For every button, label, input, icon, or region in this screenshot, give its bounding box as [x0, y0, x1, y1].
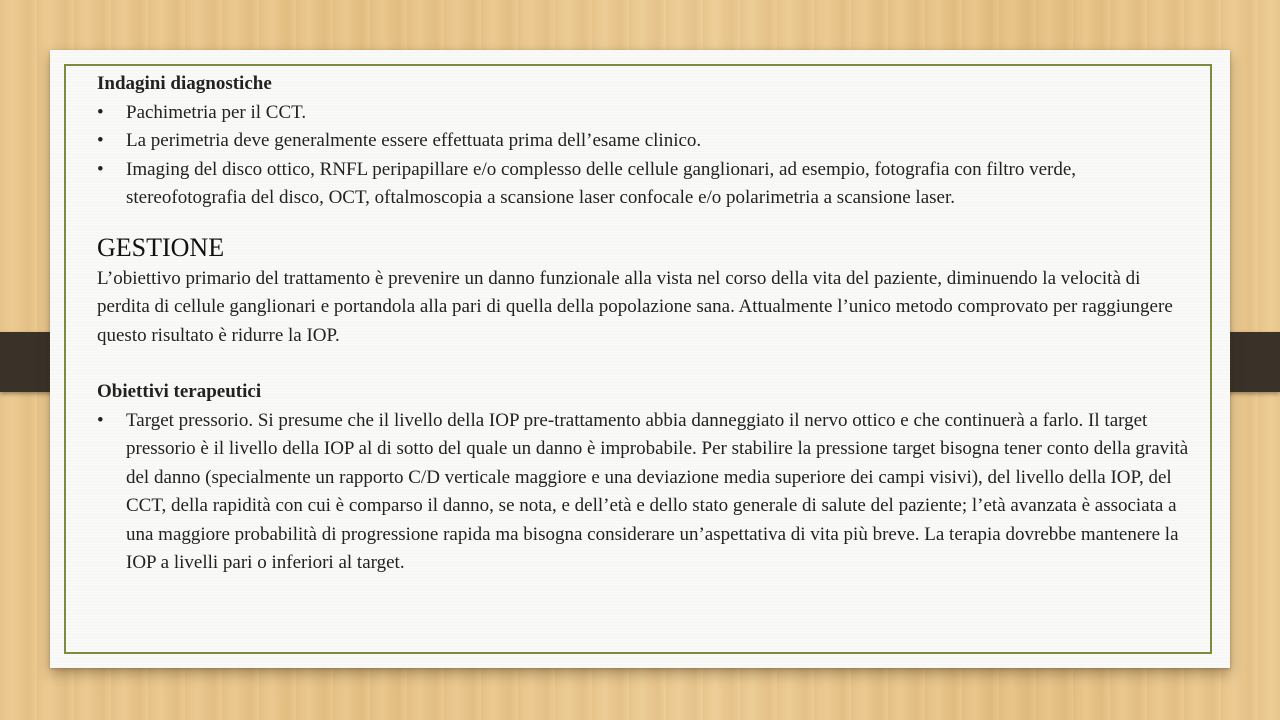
list-item [97, 156, 1197, 213]
section-title-indagini: Indagini diagnostiche [97, 73, 272, 94]
list-item [97, 99, 1197, 128]
list-item-text: Pachimetria per il CCT. [126, 101, 307, 123]
list-item-text: Target pressorio. Si presume che il livello della IOP pre-trattamento abbia danneggiato il nervo ottico e che continuerà a farlo. Il target pressorio è il livello della IOP al di sotto del quale un danno è improbabile. Per stabilire la pressione target bisogna tener conto della gravità del danno (specialmente un rapporto C/D verticale maggiore e una deviazione media superiore dei campi visivi), del livello della IOP, del CCT, della rapidità con cui è comparso il danno, se nota, e dell’età e dello stato generale di salute del paziente; l’età avanzata è associata a una maggiore probabilità di progressione rapida ma bisogna considerare un’aspettativa di vita più breve. La terapia dovrebbe mantenere la IOP a livelli pari o inferiori al target. [126, 409, 1189, 573]
section-title-gestione: GESTIONE [97, 232, 225, 262]
bullet-icon: • [97, 158, 104, 180]
bullet-icon: • [97, 409, 104, 431]
section-title-obiettivi: Obiettivi terapeutici [97, 381, 262, 402]
gestione-paragraph: L’obiettivo primario del trattamento è prevenire un danno funzionale alla vista nel corso della vita del paziente, diminuendo la velocità di perdita di cellule ganglionari e portandola alla pari di quella della popolazione sana. Attualmente l’unico metodo comprovato per raggiungere questo risultato è ridurre la IOP. [97, 267, 1173, 346]
spacer [97, 350, 1197, 378]
diagnostics-list [97, 99, 1197, 213]
slide-paper [50, 50, 1230, 668]
list-item [97, 407, 1197, 578]
slide-content [97, 70, 1197, 578]
list-item-text: Imaging del disco ottico, RNFL peripapillare e/o complesso delle cellule ganglionari, ad esempio, fotografia con filtro verde, stereofotografia del disco, OCT, oftalmoscopia a scansione laser confocale e/o polarimetria a scansione laser. [126, 158, 1077, 208]
bullet-icon: • [97, 101, 104, 123]
objectives-list [97, 407, 1197, 578]
list-item-text: La perimetria deve generalmente essere effettuata prima dell’esame clinico. [126, 130, 702, 151]
bullet-icon: • [97, 130, 104, 151]
list-item [97, 127, 1197, 156]
